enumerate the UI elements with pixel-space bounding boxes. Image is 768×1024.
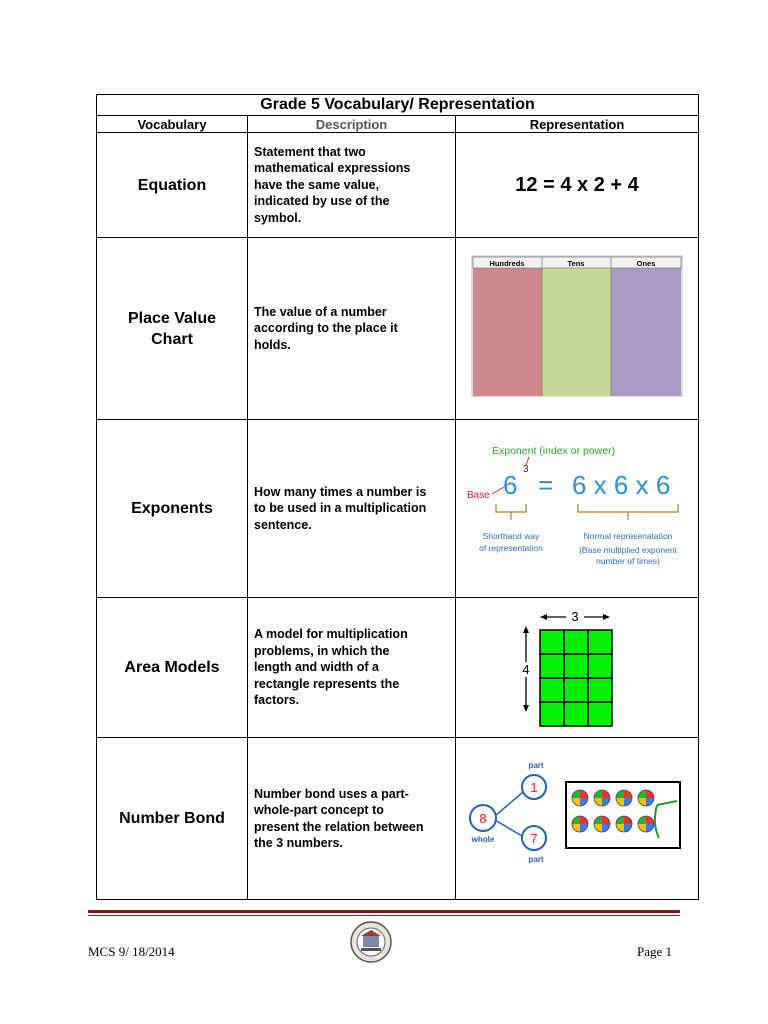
area-cell bbox=[564, 702, 588, 726]
shorthand-caption-1: Shorthand way bbox=[482, 531, 540, 541]
desc-line: sentence. bbox=[254, 517, 312, 532]
hundreds-label: Hundreds bbox=[489, 259, 525, 268]
height-label: 4 bbox=[522, 662, 530, 677]
desc-line: have the same value, bbox=[254, 177, 380, 192]
desc-line: factors. bbox=[254, 693, 300, 708]
area-cell bbox=[540, 678, 564, 702]
area-cell bbox=[564, 678, 588, 702]
ones-column bbox=[611, 268, 681, 396]
number-bond-representation bbox=[456, 738, 699, 900]
base-value: 6 bbox=[503, 470, 518, 500]
table-title: Grade 5 Vocabulary/ Representation bbox=[97, 95, 699, 116]
footer-rule bbox=[88, 910, 680, 913]
normal-caption-3: number of times) bbox=[596, 556, 660, 566]
desc-line: according to the place it bbox=[254, 321, 398, 336]
desc-line: A model for multiplication bbox=[254, 627, 408, 642]
school-seal-logo bbox=[349, 920, 393, 964]
header-representation: Representation bbox=[456, 116, 699, 133]
counter-ball bbox=[594, 816, 610, 832]
desc-line: the 3 numbers. bbox=[254, 836, 343, 850]
footer-date: MCS 9/ 18/2014 bbox=[88, 944, 175, 959]
area-cell bbox=[564, 654, 588, 678]
table-row bbox=[97, 598, 699, 738]
desc-line: whole-part concept to bbox=[254, 803, 384, 817]
desc-line: rectangle represents the bbox=[254, 676, 400, 691]
header-description: Description bbox=[248, 116, 456, 133]
expansion: 6 x 6 x 6 bbox=[572, 470, 671, 500]
table-row bbox=[97, 738, 699, 900]
exponents-representation bbox=[456, 420, 699, 598]
table-row bbox=[97, 238, 699, 420]
desc-line: length and width of a bbox=[254, 660, 379, 675]
part-label-bottom: part bbox=[528, 855, 544, 864]
footer-rule-thin bbox=[88, 915, 680, 916]
part-label-top: part bbox=[528, 761, 544, 770]
term-number-bond: Number Bond bbox=[97, 738, 248, 900]
tens-label: Tens bbox=[567, 259, 585, 268]
number-bond-diagram bbox=[456, 738, 699, 894]
area-cell bbox=[588, 630, 612, 654]
counter-ball bbox=[638, 816, 654, 832]
desc-line: indicated by use of the bbox=[254, 194, 390, 209]
area-grid bbox=[540, 630, 612, 726]
ones-label: Ones bbox=[636, 259, 656, 268]
table-row bbox=[97, 133, 699, 238]
place-value-representation bbox=[456, 238, 699, 420]
description-equation bbox=[248, 133, 456, 238]
shorthand-caption-2: of representation bbox=[479, 543, 543, 553]
counter-ball bbox=[594, 790, 610, 806]
desc-line: to be used in a multiplication bbox=[254, 501, 427, 516]
counter-ball bbox=[572, 816, 588, 832]
desc-line: Statement that two bbox=[254, 144, 366, 159]
area-cell bbox=[540, 702, 564, 726]
term-place-value-chart bbox=[97, 238, 248, 420]
counter-ball bbox=[572, 790, 588, 806]
desc-line: symbol. bbox=[254, 210, 302, 225]
equals-sign: = bbox=[538, 470, 554, 500]
area-cell bbox=[540, 654, 564, 678]
area-cell bbox=[588, 702, 612, 726]
counter-ball bbox=[616, 816, 632, 832]
description-number-bond bbox=[248, 738, 456, 900]
desc-line: holds. bbox=[254, 337, 291, 352]
desc-line: present the relation between bbox=[254, 819, 424, 834]
header-vocabulary: Vocabulary bbox=[97, 116, 248, 133]
page-number: Page 1 bbox=[636, 944, 672, 959]
desc-line: How many times a number is bbox=[254, 484, 427, 499]
description-area-models bbox=[248, 598, 456, 738]
area-cell bbox=[540, 630, 564, 654]
counter-ball bbox=[638, 790, 654, 806]
exponent-diagram bbox=[456, 420, 699, 592]
equation-representation: 12 = 4 x 2 + 4 bbox=[456, 133, 699, 238]
whole-label: whole bbox=[471, 835, 495, 844]
desc-line: Number bond uses a part- bbox=[254, 786, 409, 801]
desc-line: mathematical expressions bbox=[254, 161, 411, 176]
base-label: Base bbox=[467, 490, 490, 501]
desc-line: The value of a number bbox=[254, 304, 387, 319]
part2-value: 7 bbox=[530, 831, 538, 846]
area-cell bbox=[564, 630, 588, 654]
term-line: Place Value bbox=[127, 309, 217, 327]
term-exponents: Exponents bbox=[97, 420, 248, 598]
place-value-chart-image bbox=[456, 238, 699, 414]
term-line: Chart bbox=[151, 330, 193, 348]
description-exponents bbox=[248, 420, 456, 598]
table-row bbox=[97, 420, 699, 598]
normal-caption-1: Normal represenatation bbox=[583, 531, 673, 541]
description-place-value bbox=[248, 238, 456, 420]
term-area-models: Area Models bbox=[97, 598, 248, 738]
exponent-value: 3 bbox=[523, 464, 529, 475]
normal-caption-2: (Base multiplied exponent bbox=[579, 545, 677, 555]
hundreds-column bbox=[473, 268, 542, 396]
area-model-diagram bbox=[456, 598, 699, 732]
counter-ball bbox=[616, 790, 632, 806]
area-cell bbox=[588, 678, 612, 702]
vocabulary-table bbox=[96, 94, 699, 900]
area-model-representation bbox=[456, 598, 699, 738]
width-label: 3 bbox=[571, 609, 579, 624]
desc-line: problems, in which the bbox=[254, 643, 390, 658]
tens-column bbox=[542, 268, 611, 396]
exponent-label: Exponent (index or power) bbox=[492, 445, 616, 457]
whole-value: 8 bbox=[479, 811, 487, 826]
part1-value: 1 bbox=[530, 780, 538, 795]
term-equation: Equation bbox=[97, 133, 248, 238]
area-cell bbox=[588, 654, 612, 678]
